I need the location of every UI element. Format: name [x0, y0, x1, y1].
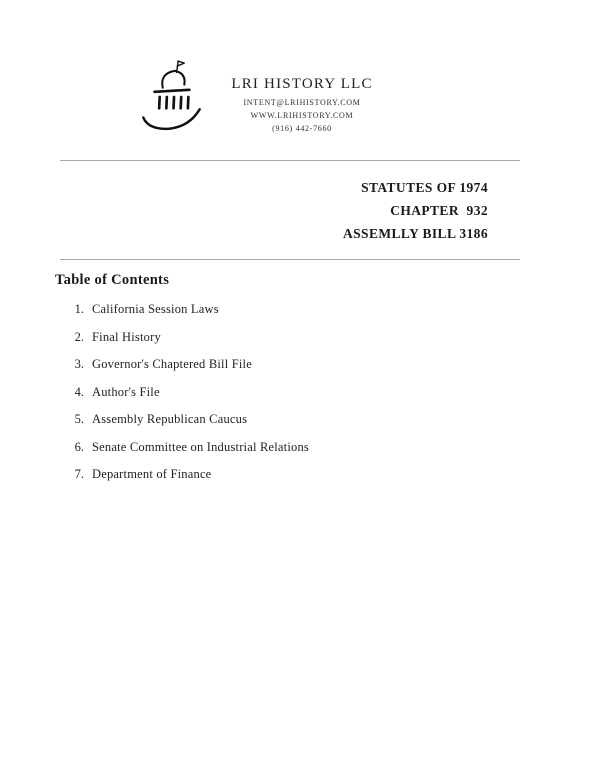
toc-item-number: 3.	[74, 357, 84, 371]
company-website: WWW.LRIHISTORY.COM	[250, 111, 354, 120]
toc-item-number: 6.	[74, 439, 84, 454]
toc-item-number: 2.	[74, 329, 84, 344]
toc-item-label: Governor's Chaptered Bill File	[92, 357, 252, 371]
toc-list	[68, 302, 508, 495]
toc-item-number: 4.	[74, 384, 84, 399]
toc-title: Table of Contents	[55, 272, 170, 288]
capitol-logo-icon	[140, 58, 206, 138]
toc-item	[68, 302, 508, 317]
toc-item	[68, 357, 508, 372]
letterhead	[202, 76, 402, 133]
toc-item-number: 5.	[74, 412, 84, 426]
document-info-block	[60, 176, 488, 245]
toc-item	[68, 385, 508, 400]
statutes-line: STATUTES OF 1974	[361, 180, 488, 195]
company-phone: (916) 442-7660	[272, 124, 332, 133]
toc-item-label: Assembly Republican Caucus	[92, 412, 248, 426]
company-email: INTENT@LRIHISTORY.COM	[243, 98, 361, 107]
toc-item	[68, 412, 508, 427]
section-divider	[60, 259, 520, 260]
assembly-bill-line: ASSEMLLY BILL 3186	[342, 226, 488, 241]
chapter-line: CHAPTER 932	[390, 203, 488, 218]
toc-item-label: California Session Laws	[92, 302, 219, 316]
header-divider	[60, 160, 520, 161]
toc-item-label: Department of Finance	[92, 467, 212, 481]
toc-item	[68, 467, 508, 482]
company-name: LRI HISTORY LLC	[231, 76, 373, 92]
toc-item-label: Author's File	[92, 384, 160, 399]
toc-item	[68, 440, 508, 455]
toc-item	[68, 330, 508, 345]
toc-item-label: Senate Committee on Industrial Relations	[92, 439, 309, 454]
toc-item-number: 7.	[74, 467, 84, 481]
toc-item-label: Final History	[92, 329, 161, 344]
toc-item-number: 1.	[74, 302, 84, 316]
